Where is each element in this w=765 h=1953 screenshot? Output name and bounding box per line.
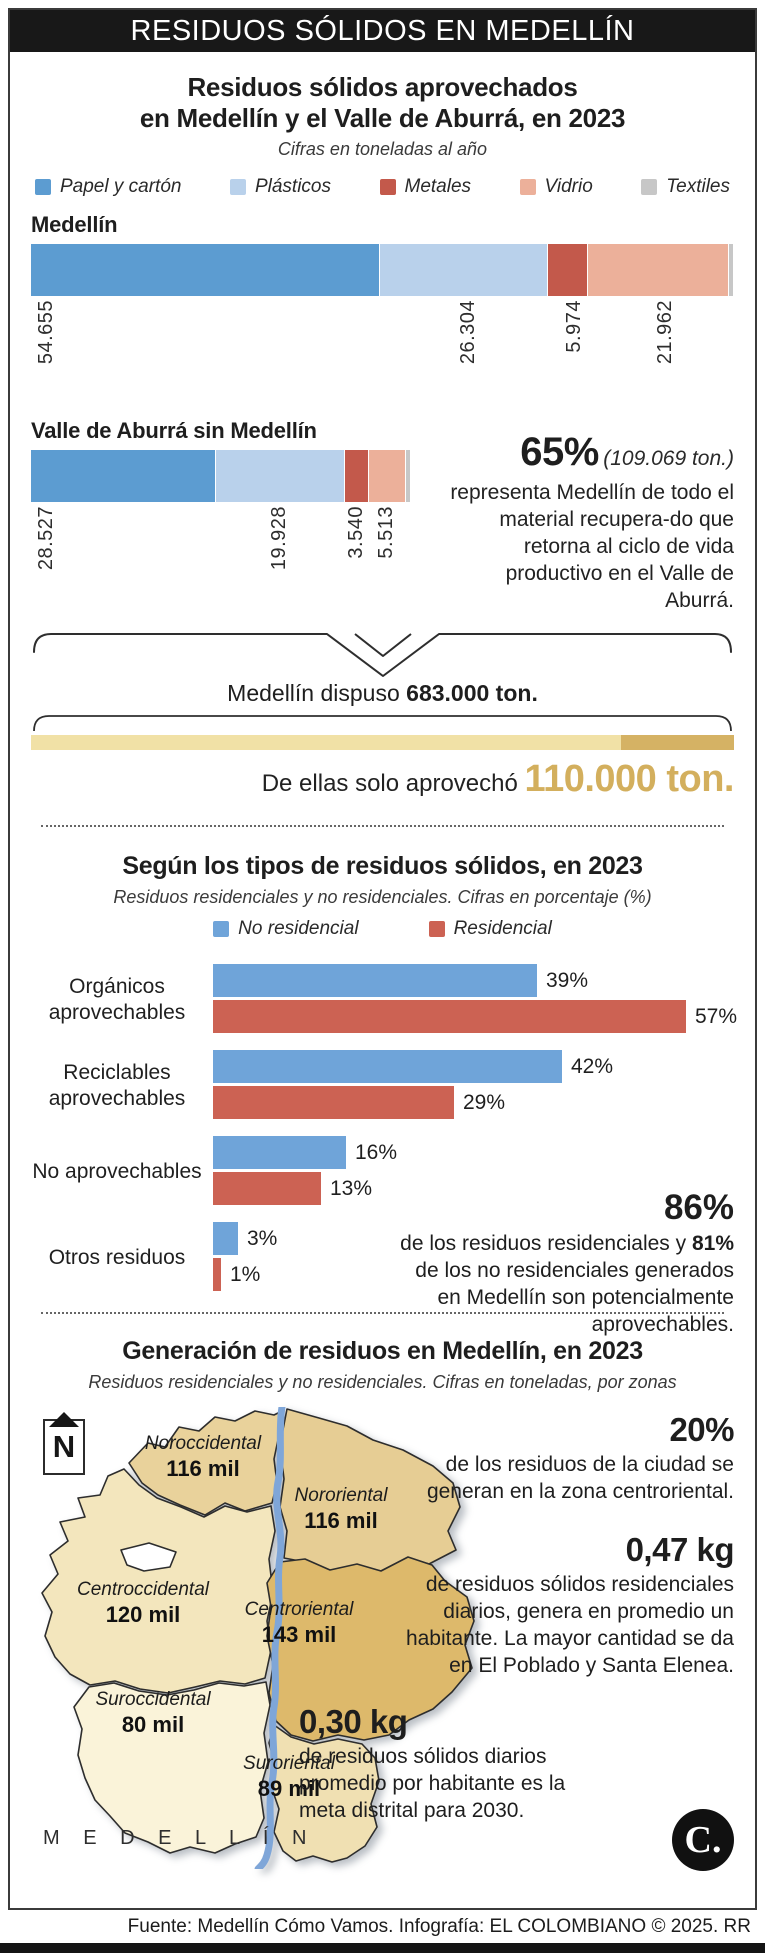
legend-swatch-icon bbox=[230, 179, 246, 195]
bar-value-label: 19.928 bbox=[268, 506, 290, 571]
legend-swatch-icon bbox=[380, 179, 396, 195]
highlight-86-post: de los no residenciales generados en Medellín son potencialmente aprovechables. bbox=[415, 1259, 734, 1336]
chart-category-label: No aprovechables bbox=[32, 1160, 202, 1183]
map-zone-label: Suroccidental 80 mil bbox=[95, 1689, 211, 1737]
disposal-used-segment bbox=[621, 735, 734, 750]
bar-segment-vidrio bbox=[588, 244, 728, 296]
chart-bar-row bbox=[213, 1000, 737, 1033]
legend-swatch-icon bbox=[641, 179, 657, 195]
legend-swatch-icon bbox=[520, 179, 536, 195]
highlight-86-pre: de los residuos residenciales y bbox=[400, 1232, 692, 1255]
legend-swatch-icon bbox=[35, 179, 51, 195]
chart-bar-pair bbox=[213, 1050, 734, 1122]
valle-stacked-bar bbox=[31, 450, 411, 502]
bar-no-residencial bbox=[213, 1050, 562, 1083]
dotted-divider-1 bbox=[41, 825, 724, 827]
bar-no-residencial bbox=[213, 1136, 346, 1169]
map-zone-label: Nororiental 116 mil bbox=[294, 1485, 388, 1533]
section3-subtitle: Residuos residenciales y no residenciales. Cifras en toneladas, por zonas bbox=[88, 1372, 677, 1392]
legend-label: Residencial bbox=[453, 918, 552, 939]
medellin-stacked-bar bbox=[31, 244, 734, 296]
chart-category-label: Otros residuos bbox=[48, 1246, 186, 1269]
chart-category-label: Orgánicos aprovechables bbox=[48, 975, 186, 1024]
map-zone-label: Centroriental 143 mil bbox=[244, 1599, 354, 1647]
highlight-65-tons: (109.069 ton.) bbox=[603, 447, 734, 470]
bar-percent-label: 1% bbox=[230, 1262, 261, 1286]
bar-residencial bbox=[213, 1000, 686, 1033]
bar-segment-metales bbox=[548, 244, 587, 296]
legend-label: Plásticos bbox=[254, 176, 331, 197]
bar-value-label: 3.540 bbox=[345, 506, 367, 559]
legend-item bbox=[230, 176, 331, 198]
el-colombiano-logo bbox=[672, 1809, 734, 1871]
bar-value-label: 26.304 bbox=[457, 300, 479, 365]
chart-bar-row bbox=[213, 1086, 734, 1119]
source-credit: Fuente: Medellín Cómo Vamos. Infografía: EL COLOMBIANO © 2025. RR bbox=[127, 1915, 751, 1937]
highlight-65-value: 65% bbox=[520, 430, 599, 474]
bar-percent-label: 42% bbox=[571, 1054, 614, 1078]
disposal-remainder-segment bbox=[31, 735, 621, 750]
legend-item bbox=[213, 918, 358, 940]
legend-label: Textiles bbox=[666, 176, 730, 197]
infographic-frame bbox=[8, 8, 757, 1910]
bar-residencial bbox=[213, 1258, 221, 1291]
legend-item bbox=[429, 918, 552, 940]
legend-swatch-icon bbox=[429, 921, 445, 937]
bar-residencial bbox=[213, 1172, 321, 1205]
bar-segment-metales bbox=[345, 450, 368, 502]
legend-label: No residencial bbox=[238, 918, 359, 939]
chart-category-group bbox=[31, 1050, 734, 1122]
section1-title-line2: en Medellín y el Valle de Aburrá, en 2023 bbox=[139, 103, 626, 133]
section2-subtitle: Residuos residenciales y no residenciales. Cifras en porcentaje (%) bbox=[113, 887, 652, 907]
section1-title bbox=[31, 72, 734, 134]
bar-value-label: 5.974 bbox=[563, 300, 585, 353]
north-letter: N bbox=[52, 1429, 76, 1464]
residential-legend bbox=[31, 918, 734, 940]
used-line bbox=[31, 758, 734, 801]
valle-row bbox=[31, 404, 734, 620]
legend-swatch-icon bbox=[213, 921, 229, 937]
legend-item bbox=[520, 176, 593, 198]
city-label: M E D E L L Í N bbox=[43, 1827, 316, 1849]
note-047kg bbox=[389, 1531, 734, 1679]
bar-value-label: 21.962 bbox=[654, 300, 676, 365]
chart-category-label: Reciclables aprovechables bbox=[48, 1061, 186, 1110]
highlight-81-value: 81% bbox=[691, 1232, 734, 1255]
chart-bar-row bbox=[213, 1050, 734, 1083]
legend-item bbox=[641, 176, 730, 198]
chart-category-group bbox=[31, 964, 738, 1036]
highlight-65-text: representa Medellín de todo el material recupera-do que retorna al ciclo de vida productivo en el Valle de Aburrá. bbox=[450, 481, 734, 612]
legend-label: Metales bbox=[404, 176, 472, 197]
content bbox=[10, 72, 755, 1873]
chart-bar-row bbox=[213, 964, 737, 997]
medellin-bar-values bbox=[31, 296, 734, 400]
note-047kg-text: de residuos sólidos residenciales diarios, genera en promedio un habitante. La mayor cantidad se da en El Poblado y Santa Elenea. bbox=[405, 1573, 734, 1677]
note-030kg-value: 0,30 kg bbox=[299, 1703, 408, 1740]
gold-bracket bbox=[31, 711, 734, 733]
bar-segment-vidrio bbox=[369, 450, 405, 502]
valle-bar-values bbox=[31, 502, 439, 620]
bar-percent-label: 13% bbox=[330, 1176, 373, 1200]
note-20pct-value: 20% bbox=[669, 1411, 734, 1448]
section1-subtitle: Cifras en toneladas al año bbox=[277, 139, 488, 159]
note-030kg bbox=[299, 1703, 584, 1824]
medellin-bar-label: Medellín bbox=[31, 212, 118, 237]
used-value: 110.000 ton. bbox=[524, 758, 734, 800]
section1-title-line1: Residuos sólidos aprovechados bbox=[187, 72, 578, 102]
bar-segment-papel-y-cartón bbox=[31, 450, 215, 502]
map-zone-label: Suroriental 89 mil bbox=[243, 1753, 335, 1801]
valle-column bbox=[31, 404, 439, 620]
legend-item bbox=[35, 176, 181, 198]
legend-label: Papel y cartón bbox=[60, 176, 182, 197]
highlight-86-value: 86% bbox=[663, 1188, 734, 1227]
bar-segment-textiles bbox=[406, 450, 410, 502]
note-030kg-text: de residuos sólidos diarios promedio por habitante es la meta distrital para 2030. bbox=[299, 1745, 566, 1822]
bar-percent-label: 57% bbox=[695, 1004, 738, 1028]
legend-item bbox=[380, 176, 472, 198]
note-047kg-value: 0,47 kg bbox=[625, 1531, 734, 1568]
footer bbox=[0, 1910, 765, 1943]
logo-letter: C. bbox=[684, 1819, 722, 1861]
valle-bar-label: Valle de Aburrá sin Medellín bbox=[31, 418, 317, 443]
disposed-line bbox=[31, 680, 734, 707]
bar-segment-plásticos bbox=[380, 244, 548, 296]
map-zone-label: Noroccidental 116 mil bbox=[144, 1433, 262, 1481]
bar-percent-label: 16% bbox=[355, 1140, 398, 1164]
header-bar bbox=[10, 10, 755, 52]
north-arrow-icon bbox=[49, 1412, 79, 1427]
section2-title: Según los tipos de residuos sólidos, en 2023 bbox=[122, 852, 643, 880]
bar-no-residencial bbox=[213, 1222, 238, 1255]
bar-segment-textiles bbox=[729, 244, 733, 296]
highlight-86-text bbox=[389, 1230, 734, 1338]
bar-value-label: 28.527 bbox=[35, 506, 57, 571]
down-arrow-bracket bbox=[31, 622, 734, 680]
bar-residencial bbox=[213, 1086, 454, 1119]
used-prefix: De ellas solo aprovechó bbox=[261, 770, 525, 797]
note-20pct bbox=[404, 1411, 734, 1505]
disposed-prefix: Medellín dispuso bbox=[227, 680, 407, 706]
north-compass-icon bbox=[43, 1419, 85, 1475]
note-20pct-text: de los residuos de la ciudad se generan en la zona centroriental. bbox=[426, 1453, 734, 1503]
bar-segment-plásticos bbox=[216, 450, 344, 502]
legend-label: Vidrio bbox=[544, 176, 593, 197]
bar-segment-papel-y-cartón bbox=[31, 244, 379, 296]
section3-title: Generación de residuos en Medellín, en 2023 bbox=[122, 1337, 643, 1365]
chart-bar-row bbox=[213, 1136, 734, 1169]
disposed-value: 683.000 ton. bbox=[406, 680, 538, 706]
bar-no-residencial bbox=[213, 964, 537, 997]
map-zone-label: Centroccidental 120 mil bbox=[76, 1579, 210, 1627]
bar-percent-label: 29% bbox=[463, 1090, 506, 1114]
bar-value-label: 54.655 bbox=[35, 300, 57, 365]
header-title: RESIDUOS SÓLIDOS EN MEDELLÍN bbox=[130, 14, 635, 47]
map-area bbox=[31, 1403, 734, 1873]
bar-value-label: 5.513 bbox=[375, 506, 397, 559]
highlight-86-block bbox=[389, 1188, 734, 1338]
waste-types-chart bbox=[31, 964, 738, 1336]
bottom-bar bbox=[0, 1943, 765, 1953]
materials-legend bbox=[31, 176, 734, 198]
bar-percent-label: 3% bbox=[247, 1226, 278, 1250]
disposal-progress-bar bbox=[31, 735, 734, 750]
bar-percent-label: 39% bbox=[546, 968, 589, 992]
highlight-65-block bbox=[439, 404, 734, 620]
chart-bar-pair bbox=[213, 964, 737, 1036]
